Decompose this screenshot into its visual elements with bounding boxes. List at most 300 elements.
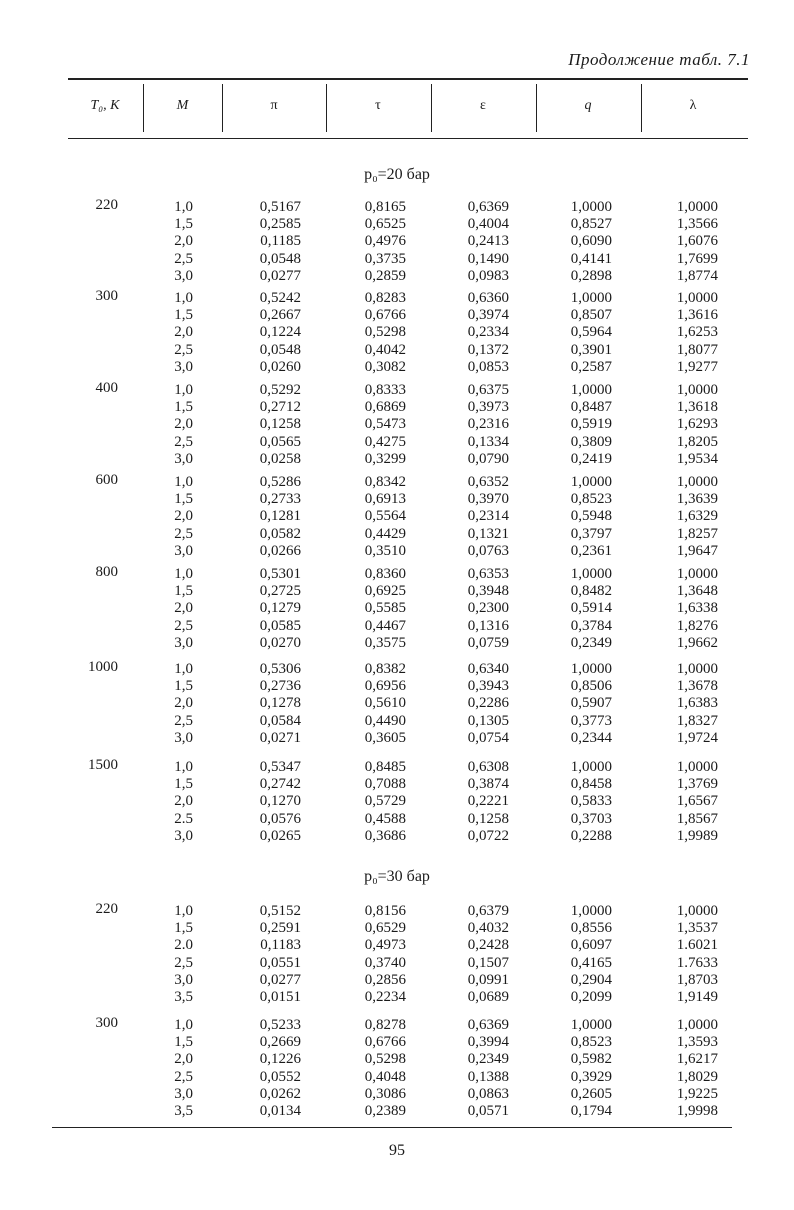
temperature-label: 1000 (88, 659, 118, 675)
table-cell: 0,8156 (364, 903, 406, 919)
temperature-label: 1500 (88, 757, 118, 773)
table-cell: 1,0000 (676, 290, 718, 306)
table-cell: 0,4275 (364, 433, 406, 450)
table-cell: 1,5 (174, 920, 193, 937)
table-cell: 0,8527 (570, 216, 612, 233)
tau-values (326, 759, 406, 845)
table-cell: 0,2669 (259, 1034, 301, 1051)
table-cell: 0,5982 (570, 1051, 612, 1068)
m-values (133, 474, 193, 560)
table-cell: 2,5 (174, 341, 193, 358)
table-cell: 0,3082 (364, 358, 406, 375)
m-values (133, 566, 193, 652)
table-cell: 0,5301 (259, 566, 301, 582)
table-cell: 2,5 (174, 525, 193, 542)
table-cell: 1,3639 (676, 491, 718, 508)
table-cell: 2,0 (174, 324, 193, 341)
table-cell: 0,4976 (364, 233, 406, 250)
table-cell: 0,1507 (467, 954, 509, 971)
table-cell: 0,2667 (259, 307, 301, 324)
table-cell: 0,6766 (364, 1034, 406, 1051)
table-cell: 0,4032 (467, 920, 509, 937)
table-cell: 2,5 (174, 617, 193, 634)
table-cell: 0,3874 (467, 776, 509, 793)
table-cell: 0,0270 (259, 634, 301, 651)
table-cell: 0,5292 (259, 382, 301, 398)
header-lambda: λ (689, 98, 697, 113)
table-cell: 1,6338 (676, 600, 718, 617)
table-cell: 0,3943 (467, 678, 509, 695)
table-cell: 1,3769 (676, 776, 718, 793)
table-cell: 1,9225 (676, 1085, 718, 1102)
table-cell: 0,2591 (259, 920, 301, 937)
table-cell: 0,2221 (467, 793, 509, 810)
table-cell: 0,1388 (467, 1068, 509, 1085)
table-cell: 1,3537 (676, 920, 718, 937)
table-cell: 0,1321 (467, 525, 509, 542)
table-cell: 0,8482 (570, 583, 612, 600)
table-cell: 1,0000 (570, 759, 612, 775)
table-cell: 0,1794 (570, 1103, 612, 1120)
lambda-values (638, 661, 718, 747)
table-cell: 0,2742 (259, 776, 301, 793)
q-values (532, 759, 612, 845)
table-cell: 0,3901 (570, 341, 612, 358)
table-cell: 0,4973 (364, 937, 406, 954)
table-cell: 0,8278 (364, 1017, 406, 1033)
table-cell: 0,3773 (570, 712, 612, 729)
table-cell: 1.6021 (676, 937, 718, 954)
table-cell: 1,0000 (570, 199, 612, 215)
table-cell: 0,6379 (467, 903, 509, 919)
table-cell: 1,8257 (676, 525, 718, 542)
table-cell: 0,5610 (364, 695, 406, 712)
tau-values (326, 1017, 406, 1120)
table-cell: 0,3735 (364, 250, 406, 267)
table-cell: 1,0 (174, 382, 193, 398)
table-cell: 0,8360 (364, 566, 406, 582)
table-cell: 0,0689 (467, 989, 509, 1006)
table-cell: 0,1258 (467, 810, 509, 827)
table-cell: 3,0 (174, 1085, 193, 1102)
epsilon-values (429, 474, 509, 560)
table-cell: 0,0571 (467, 1103, 509, 1120)
table-cell: 1,3678 (676, 678, 718, 695)
table-cell: 0,2389 (364, 1103, 406, 1120)
table-cell: 1,6383 (676, 695, 718, 712)
header-divider (326, 84, 327, 132)
table-cell: 1,5 (174, 491, 193, 508)
table-cell: 1,6293 (676, 416, 718, 433)
table-cell: 0,2736 (259, 678, 301, 695)
table-cell: 0,5242 (259, 290, 301, 306)
table-cell: 2,0 (174, 416, 193, 433)
table-cell: 0,6090 (570, 233, 612, 250)
temperature-label: 600 (95, 472, 118, 488)
table-cell: 1,8703 (676, 971, 718, 988)
temperature-label: 220 (95, 197, 118, 213)
q-values (532, 661, 612, 747)
tau-values (326, 199, 406, 285)
header-m: M (176, 98, 189, 113)
table-cell: 0,4141 (570, 250, 612, 267)
table-cell: 0,6766 (364, 307, 406, 324)
table-cell: 1,8077 (676, 341, 718, 358)
table-cell: 0,6308 (467, 759, 509, 775)
table-cell: 0,3575 (364, 634, 406, 651)
table-cell: 1,3616 (676, 307, 718, 324)
table-cell: 0,6352 (467, 474, 509, 490)
m-values (133, 382, 193, 468)
table-cell: 0,0552 (259, 1068, 301, 1085)
table-cell: 0,5914 (570, 600, 612, 617)
table-cell: 1,0 (174, 903, 193, 919)
table-cell: 1,6567 (676, 793, 718, 810)
table-cell: 0,5729 (364, 793, 406, 810)
table-cell: 1,9534 (676, 450, 718, 467)
page-number: 95 (389, 1142, 405, 1159)
table-cell: 0,0790 (467, 450, 509, 467)
table-cell: 0,2712 (259, 399, 301, 416)
table-cell: 0,3970 (467, 491, 509, 508)
table-cell: 0,0763 (467, 542, 509, 559)
table-cell: 1,8029 (676, 1068, 718, 1085)
table-cell: 0,3605 (364, 729, 406, 746)
table-cell: 0,6097 (570, 937, 612, 954)
table-cell: 0,5919 (570, 416, 612, 433)
table-cell: 2.5 (174, 810, 193, 827)
lambda-values (638, 199, 718, 285)
table-cell: 0,2859 (364, 267, 406, 284)
table-cell: 0,3703 (570, 810, 612, 827)
q-values (532, 903, 612, 1006)
table-cell: 0,6353 (467, 566, 509, 582)
lambda-values (638, 1017, 718, 1120)
table-cell: 1,9149 (676, 989, 718, 1006)
table-cell: 1,5 (174, 399, 193, 416)
table-cell: 0,5564 (364, 508, 406, 525)
table-cell: 0,6375 (467, 382, 509, 398)
table-cell: 0,2585 (259, 216, 301, 233)
q-values (532, 474, 612, 560)
pi-values (221, 199, 301, 285)
table-cell: 2,5 (174, 1068, 193, 1085)
table-cell: 0,2725 (259, 583, 301, 600)
table-cell: 0,2300 (467, 600, 509, 617)
table-cell: 0,1185 (260, 233, 301, 250)
table-cell: 0,5948 (570, 508, 612, 525)
pi-values (221, 759, 301, 845)
tau-values (326, 474, 406, 560)
m-values (133, 1017, 193, 1120)
table-cell: 0,5233 (259, 1017, 301, 1033)
table-cell: 0,3929 (570, 1068, 612, 1085)
table-cell: 1,0 (174, 1017, 193, 1033)
table-cell: 0,3784 (570, 617, 612, 634)
table-cell: 0,6360 (467, 290, 509, 306)
table-cell: 0,8523 (570, 491, 612, 508)
table-cell: 0,0853 (467, 358, 509, 375)
tau-values (326, 566, 406, 652)
table-cell: 0,8556 (570, 920, 612, 937)
temperature-label: 400 (95, 380, 118, 396)
table-cell: 1,0 (174, 759, 193, 775)
pi-values (221, 1017, 301, 1120)
temperature-label: 300 (95, 1015, 118, 1031)
table-cell: 1,0 (174, 566, 193, 582)
table-cell: 2,0 (174, 1051, 193, 1068)
temperature-label: 300 (95, 288, 118, 304)
table-cell: 1,0000 (570, 382, 612, 398)
table-cell: 1,5 (174, 776, 193, 793)
table-cell: 2.0 (174, 937, 193, 954)
table-cell: 0,2856 (364, 971, 406, 988)
q-values (532, 1017, 612, 1120)
table-cell: 0,1279 (259, 600, 301, 617)
header-divider (641, 84, 642, 132)
table-cell: 0,5473 (364, 416, 406, 433)
table-cell: 1,6217 (676, 1051, 718, 1068)
table-cell: 0,6369 (467, 1017, 509, 1033)
table-cell: 0,8283 (364, 290, 406, 306)
table-cell: 2,5 (174, 433, 193, 450)
table-cell: 0,0863 (467, 1085, 509, 1102)
m-values (133, 199, 193, 285)
pi-values (221, 661, 301, 747)
lambda-values (638, 903, 718, 1006)
table-cell: 1,3593 (676, 1034, 718, 1051)
table-cell: 0,2314 (467, 508, 509, 525)
table-cell: 0,6369 (467, 199, 509, 215)
table-cell: 0,8485 (364, 759, 406, 775)
table-cell: 1,3648 (676, 583, 718, 600)
epsilon-values (429, 661, 509, 747)
epsilon-values (429, 382, 509, 468)
table-cell: 0,8507 (570, 307, 612, 324)
epsilon-values (429, 566, 509, 652)
table-cell: 0,5167 (259, 199, 301, 215)
table-cell: 2,0 (174, 233, 193, 250)
tau-values (326, 382, 406, 468)
table-cell: 0,0151 (259, 989, 301, 1006)
table-cell: 1,0000 (676, 382, 718, 398)
epsilon-values (429, 290, 509, 376)
table-cell: 3,0 (174, 267, 193, 284)
header-pi: π (270, 98, 278, 113)
table-cell: 0,0262 (259, 1085, 301, 1102)
header-divider (143, 84, 144, 132)
table-cell: 0,8523 (570, 1034, 612, 1051)
epsilon-values (429, 903, 509, 1006)
table-cell: 0,2413 (467, 233, 509, 250)
table-cell: 0,4165 (570, 954, 612, 971)
table-cell: 0,6869 (364, 399, 406, 416)
table-cell: 3,5 (174, 989, 193, 1006)
table-cell: 0,2316 (467, 416, 509, 433)
table-cell: 3,0 (174, 450, 193, 467)
table-cell: 0,6913 (364, 491, 406, 508)
header-divider (222, 84, 223, 132)
header-tau: τ (375, 98, 381, 113)
table-cell: 1,0 (174, 290, 193, 306)
table-cell: 1,9662 (676, 634, 718, 651)
table-cell: 1,0000 (676, 759, 718, 775)
table-cell: 0,0258 (259, 450, 301, 467)
table-cell: 1,8774 (676, 267, 718, 284)
table-cell: 0,0585 (259, 617, 301, 634)
table-cell: 0,8165 (364, 199, 406, 215)
table-cell: 0,8458 (570, 776, 612, 793)
table-cell: 0,3740 (364, 954, 406, 971)
table-cell: 0,2419 (570, 450, 612, 467)
table-cell: 0,1490 (467, 250, 509, 267)
table-cell: 0,0754 (467, 729, 509, 746)
table-cell: 3,0 (174, 634, 193, 651)
table-cell: 0,1372 (467, 341, 509, 358)
pi-values (221, 566, 301, 652)
table-cell: 0,6525 (364, 216, 406, 233)
table-cell: 1,0000 (570, 566, 612, 582)
table-cell: 0,7088 (364, 776, 406, 793)
table-cell: 0,1334 (467, 433, 509, 450)
table-cell: 0,1226 (259, 1051, 301, 1068)
table-cell: 1,0000 (676, 199, 718, 215)
epsilon-values (429, 1017, 509, 1120)
table-cell: 1,6076 (676, 233, 718, 250)
table-cell: 0,3797 (570, 525, 612, 542)
table-cell: 0,1183 (260, 937, 301, 954)
table-cell: 0,8342 (364, 474, 406, 490)
table-cell: 2,0 (174, 508, 193, 525)
table-cell: 0,5833 (570, 793, 612, 810)
header-q: q (584, 98, 592, 113)
table-cell: 0,8506 (570, 678, 612, 695)
table-cell: 0,2904 (570, 971, 612, 988)
table-cell: 1,0000 (570, 661, 612, 677)
table-cell: 0,1224 (259, 324, 301, 341)
lambda-values (638, 759, 718, 845)
table-cell: 0,5907 (570, 695, 612, 712)
table-cell: 0,6925 (364, 583, 406, 600)
q-values (532, 199, 612, 285)
table-cell: 0,2733 (259, 491, 301, 508)
table-cell: 0,3974 (467, 307, 509, 324)
table-cell: 1,5 (174, 307, 193, 324)
header-epsilon: ε (480, 98, 486, 113)
table-cell: 0,5347 (259, 759, 301, 775)
q-values (532, 566, 612, 652)
epsilon-values (429, 199, 509, 285)
table-cell: 0,2898 (570, 267, 612, 284)
table-cell: 0,3948 (467, 583, 509, 600)
table-cell: 0,0277 (259, 267, 301, 284)
table-cell: 1,0000 (570, 474, 612, 490)
table-cell: 0,0266 (259, 542, 301, 559)
table-cell: 0,2605 (570, 1085, 612, 1102)
temperature-label: 800 (95, 564, 118, 580)
tau-values (326, 290, 406, 376)
table-cell: 0,1305 (467, 712, 509, 729)
lambda-values (638, 474, 718, 560)
lambda-values (638, 290, 718, 376)
table-cell: 0,0584 (259, 712, 301, 729)
table-cell: 0,0548 (259, 250, 301, 267)
m-values (133, 290, 193, 376)
table-cell: 0,5964 (570, 324, 612, 341)
table-cell: 1,0000 (676, 566, 718, 582)
table-cell: 0,4004 (467, 216, 509, 233)
table-cell: 0,2587 (570, 358, 612, 375)
table-cell: 0,2334 (467, 324, 509, 341)
table-cell: 1,0000 (676, 1017, 718, 1033)
table-cell: 0,1316 (467, 617, 509, 634)
table-cell: 0,2361 (570, 542, 612, 559)
table-cell: 1,5 (174, 678, 193, 695)
section-title: p₀=20 бар (364, 166, 430, 183)
table-cell: 1,0000 (676, 474, 718, 490)
m-values (133, 661, 193, 747)
header-divider (431, 84, 432, 132)
table-cell: 0,4048 (364, 1068, 406, 1085)
table-cell: 1,6253 (676, 324, 718, 341)
table-cell: 0,1270 (259, 793, 301, 810)
table-cell: 0,6340 (467, 661, 509, 677)
table-cell: 0,6956 (364, 678, 406, 695)
table-cell: 0,0991 (467, 971, 509, 988)
table-cell: 0,5286 (259, 474, 301, 490)
table-cell: 0,5152 (259, 903, 301, 919)
table-cell: 1,9647 (676, 542, 718, 559)
table-cell: 2,5 (174, 712, 193, 729)
table-cell: 1,0 (174, 474, 193, 490)
table-cell: 0,2349 (570, 634, 612, 651)
table-cell: 0,3299 (364, 450, 406, 467)
header-divider (536, 84, 537, 132)
pi-values (221, 903, 301, 1006)
table-cell: 0,1258 (259, 416, 301, 433)
table-cell: 1,9989 (676, 827, 718, 844)
table-cell: 0,3994 (467, 1034, 509, 1051)
table-cell: 0,0565 (259, 433, 301, 450)
table-cell: 0,3686 (364, 827, 406, 844)
table-cell: 1,6329 (676, 508, 718, 525)
header-t0: T₀, К (90, 98, 120, 113)
table-cell: 0,4467 (364, 617, 406, 634)
table-cell: 0,0551 (259, 954, 301, 971)
table-cell: 1,8327 (676, 712, 718, 729)
table-cell: 1,0000 (570, 903, 612, 919)
q-values (532, 382, 612, 468)
table-cell: 0,0576 (259, 810, 301, 827)
table-cell: 0,0582 (259, 525, 301, 542)
table-cell: 0,0983 (467, 267, 509, 284)
temperature-label: 220 (95, 901, 118, 917)
table-cell: 0,4588 (364, 810, 406, 827)
table-bottom-rule (52, 1127, 732, 1128)
table-cell: 0,0548 (259, 341, 301, 358)
table-cell: 3,0 (174, 542, 193, 559)
table-cell: 1,0000 (676, 903, 718, 919)
pi-values (221, 474, 301, 560)
table-cell: 1,9724 (676, 729, 718, 746)
table-cell: 0,5298 (364, 1051, 406, 1068)
table-cell: 0,1281 (259, 508, 301, 525)
table-cell: 1,7699 (676, 250, 718, 267)
table-top-rule (68, 78, 748, 80)
table-cell: 0,0271 (259, 729, 301, 746)
table-cell: 0,5306 (259, 661, 301, 677)
table-cell: 0,2349 (467, 1051, 509, 1068)
